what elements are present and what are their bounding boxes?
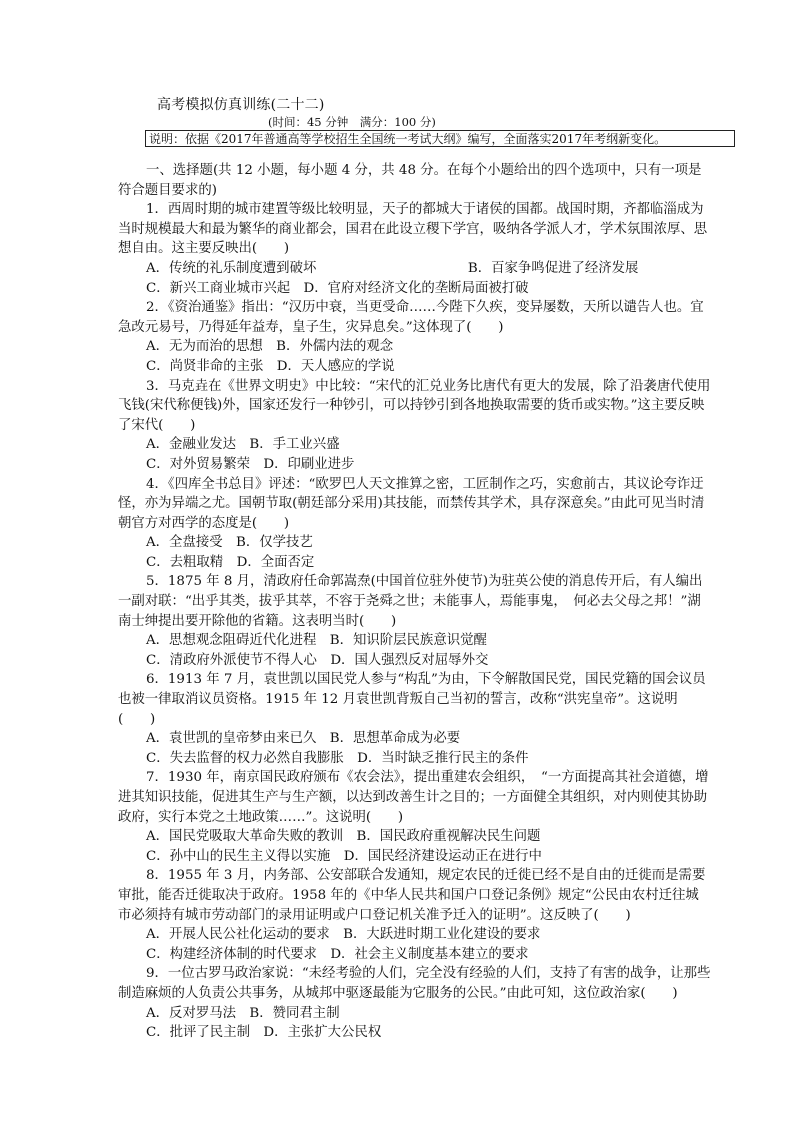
question-7-options-row-2: C．孙中山的民生主义得以实施 D．国民经济建设运动正在进行中	[146, 848, 542, 864]
question-9-options-row-1: A．反对罗马法 B．赞同君主制	[146, 1005, 340, 1021]
question-8-stem: 8．1955 年 3 月，内务部、公安部联合发通知，规定农民的迁徙已经不是自由的迁徙而是需要审批，能否迁徙取决于政府。1958 年的《中华人民共和国户口登记条例》规定“公民由农村迁往城市必须持有城市劳动部门的录用证明或户口登记机关准予迁入的证明”。这反映了( )	[118, 868, 706, 923]
exam-meta: (时间：45 分钟 满分：100 分)	[268, 115, 436, 129]
question-7-stem: 7．1930 年，南京国民政府颁布《农会法》，提出重建农会组织， “一方面提高其社会道德，增进其知识技能，促进其生产与生产额，以达到改善生计之目的；一方面健全其组织，对内则使其协助政府，实行本党之土地政策……”。这说明( )	[118, 770, 709, 825]
question-4-options-row-2: C．去粗取精 D．全面否定	[146, 554, 315, 570]
question-5-options-row-1: A．思想观念阻碍近代化进程 B．知识阶层民族意识觉醒	[146, 633, 487, 649]
question-2-options-row-2: C．尚贤非命的主张 D．天人感应的学说	[146, 358, 395, 374]
question-4-stem: 4．《四库全书总目》评述：“欧罗巴人天文推算之密，工匠制作之巧，实愈前古，其议论夸诈迂怪，亦为异端之尤。国朝节取(朝廷部分采用)其技能，而禁传其学术，具存深意矣。”由此可见当时清朝官方对西学的态度是( )	[118, 476, 705, 531]
question-5-options-row-2: C．清政府外派使节不得人心 D．国人强烈反对屈辱外交	[146, 652, 489, 668]
question-8-options-row-2: C．构建经济体制的时代要求 D．社会主义制度基本建立的要求	[146, 946, 529, 962]
question-6-stem: 6．1913 年 7 月，袁世凯以国民党人参与“构乱”为由，下令解散国民党，国民党籍的国会议员也被一律取消议员资格。1915 年 12 月袁世凯背叛自己当初的誓言，改称“洪宪皇帝”。这说明( )	[118, 672, 706, 727]
question-9-options-row-2: C．批评了民主制 D．主张扩大公民权	[146, 1025, 382, 1041]
question-6-options-row-1: A．袁世凯的皇帝梦由来已久 B．思想革命成为必要	[146, 731, 461, 747]
question-4-options-row-1: A．全盘接受 B．仅学技艺	[146, 535, 313, 551]
question-7-options-row-1: A．国民党吸取大革命失败的教训 B．国民政府重视解决民生问题	[146, 829, 541, 845]
section-intro: 一、选择题(共 12 小题，每小题 4 分，共 48 分。在每个小题给出的四个选项中，只有一项是符合题目要求的)	[118, 163, 702, 198]
question-9-stem: 9．一位古罗马政治家说：“未经考验的人们，完全没有经验的人们，支持了有害的战争，让那些制造麻烦的人负责公共事务，从城邦中驱逐最能为它服务的公民。”由此可知，这位政治家( )	[118, 966, 711, 1001]
question-1-options-row-2: C．新兴工商业城市兴起 D．官府对经济文化的垄断局面被打破	[146, 280, 529, 296]
question-8-options-row-1: A．开展人民公社化运动的要求 B．大跃进时期工业化建设的要求	[146, 927, 541, 943]
question-3-options-row-1: A．金融业发达 B．手工业兴盛	[146, 437, 340, 453]
question-5-stem: 5．1875 年 8 月，清政府任命郭嵩焘(中国首位驻外使节)为驻英公使的消息传开后，有人编出一副对联：“出乎其类，拔乎其萃，不容于尧舜之世；未能事人，焉能事鬼， 何必去父母之邦！”湖南士绅提出要开除他的省籍。这表明当时( )	[118, 574, 703, 629]
question-2-options-row-1: A．无为而治的思想 B．外儒内法的观念	[146, 339, 394, 355]
question-6-options-row-2: C．失去监督的权力必然自我膨胀 D．当时缺乏推行民主的条件	[146, 750, 529, 766]
question-1-stem: 1．西周时期的城市建置等级比较明显，天子的都城大于诸侯的国都。战国时期，齐都临淄成为当时规模最大和最为繁华的商业都会，国君在此设立稷下学宫，吸纳各学派人才，学术氛围浓厚、思想自由。这主要反映出( )	[118, 202, 708, 257]
notice-box: 说明：依据《2017年普通高等学校招生全国统一考试大纲》编写，全面落实2017年考纲新变化。	[145, 130, 735, 147]
page-title: 高考模拟仿真训练(二十二)	[157, 97, 325, 113]
question-3-options-row-2: C．对外贸易繁荣 D．印刷业进步	[146, 456, 355, 472]
question-3-stem: 3．马克垚在《世界文明史》中比较：“宋代的汇兑业务比唐代有更大的发展，除了沿袭唐代使用飞钱(宋代称便钱)外，国家还发行一种钞引，可以持钞引到各地换取需要的货币或实物。”这主要反映了宋代( )	[118, 378, 711, 433]
question-2-stem: 2．《资治通鉴》指出：“汉历中衰，当更受命……今陛下久疾，变异屡数，天所以谴告人也。宜急改元易号，乃得延年益寿，皇子生，灾异息矣。”这体现了( )	[118, 300, 704, 335]
question-1-options-row-1: A．传统的礼乐制度遭到破坏 B．百家争鸣促进了经济发展	[146, 260, 639, 276]
question-body	[118, 161, 712, 1043]
